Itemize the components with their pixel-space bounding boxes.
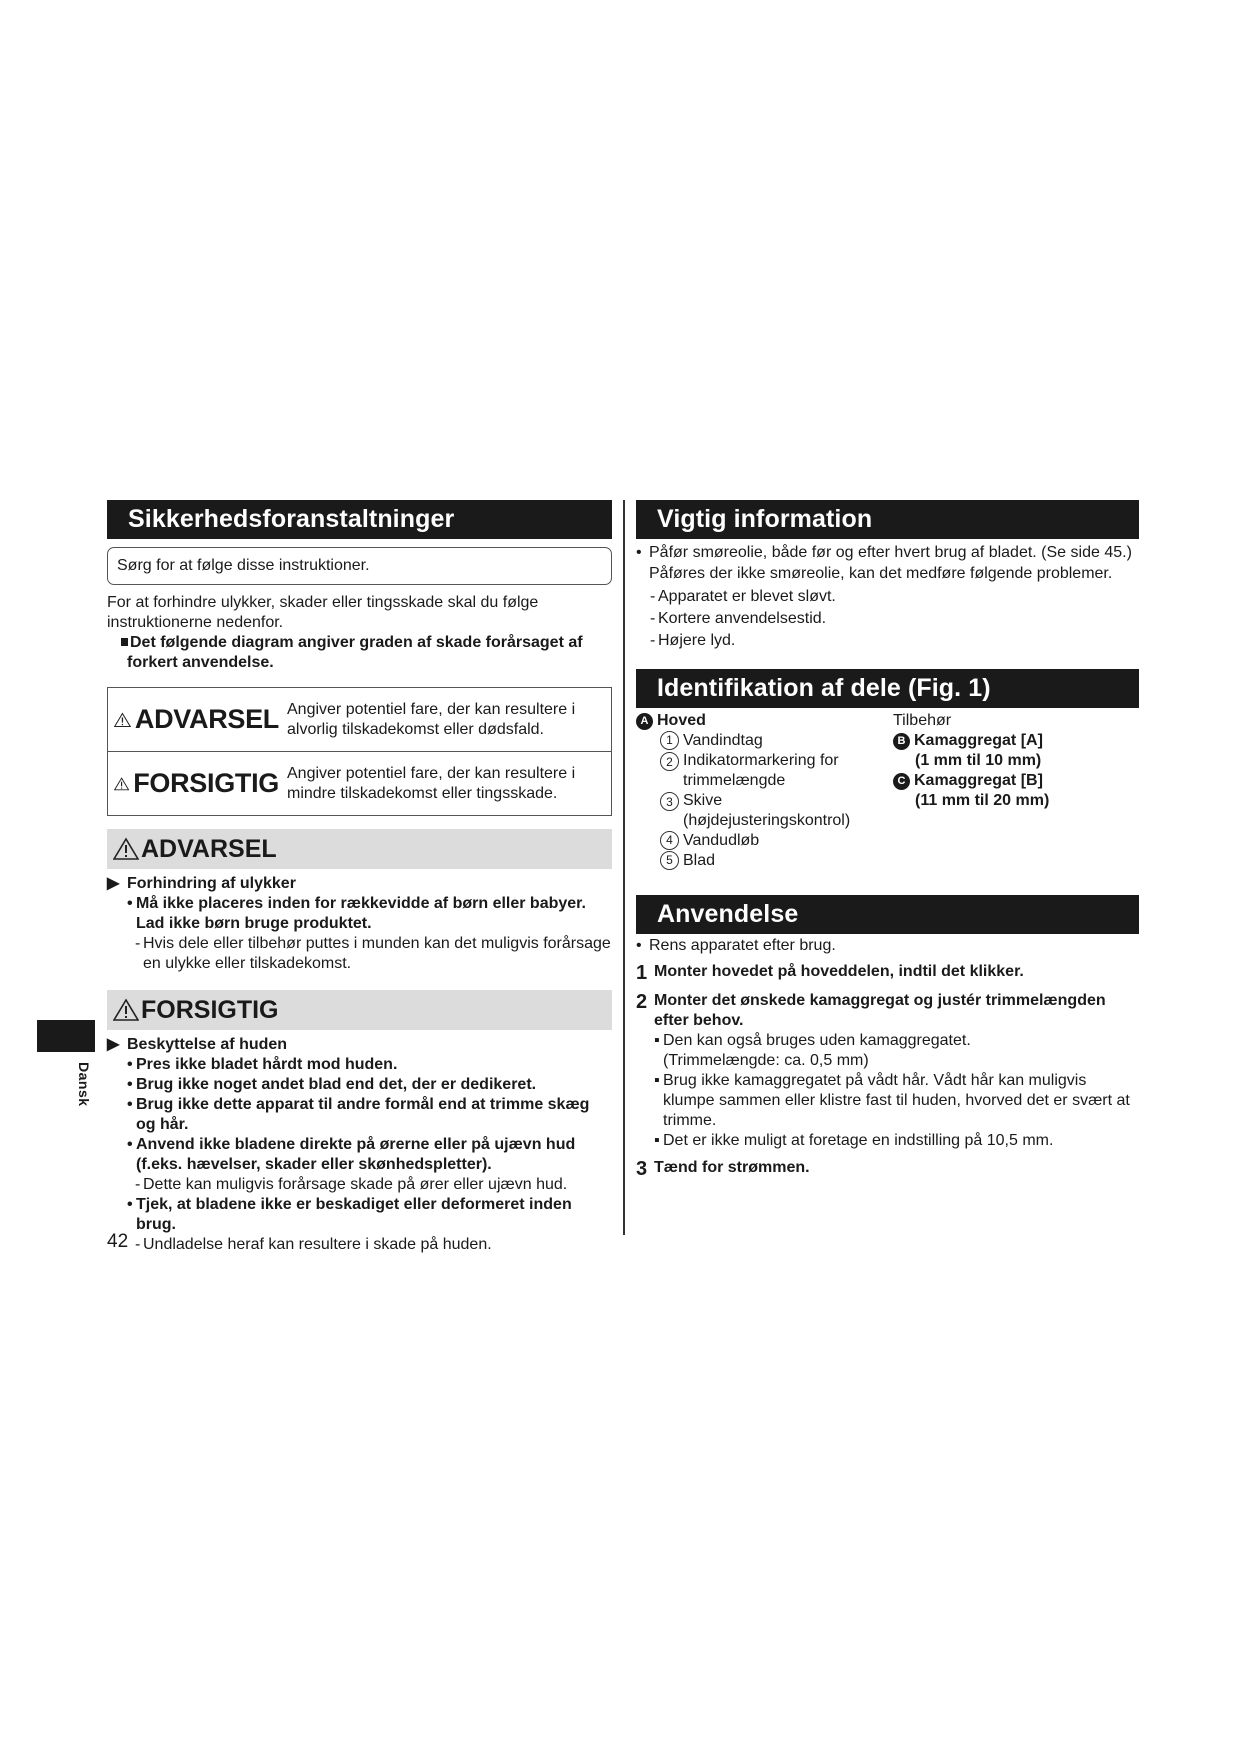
section-header-safety: Sikkerhedsforanstaltninger bbox=[107, 500, 612, 539]
step-2-note: ▪ Den kan også bruges uden kamaggregatet. (Trimmelængde: ca. 0,5 mm) bbox=[654, 1032, 971, 1069]
diagram-note: Det følgende diagram angiver graden af skade forårsaget af forkert anvendelse. bbox=[107, 633, 612, 673]
parts-list bbox=[636, 711, 1139, 871]
warning-triangle-icon bbox=[114, 708, 131, 732]
arrow-right-icon: ▶ bbox=[107, 875, 120, 892]
forsigtig-dash: - Undladelse heraf kan resultere i skade på huden. bbox=[135, 1236, 492, 1253]
symbol-row-forsigtig bbox=[108, 751, 611, 815]
forsigtig-bullet: • Tjek, at bladene ikke er beskadiget eller deformeret inden brug. bbox=[127, 1196, 572, 1233]
left-column bbox=[107, 500, 612, 1255]
section-header-anvendelse: Anvendelse bbox=[636, 895, 1139, 934]
part-item: 2 Indikatormarkering for trimmelængde bbox=[636, 751, 893, 791]
part-main: A Hoved bbox=[636, 711, 893, 731]
square-bullet-icon bbox=[121, 638, 128, 646]
advarsel-dash: - Hvis dele eller tilbehør puttes i munden kan det muligvis forårsage en ulykke eller tilskadekomst. bbox=[135, 935, 611, 972]
symbol-desc-advarsel: Angiver potentiel fare, der kan resultere i alvorlig tilskadekomst eller dødsfald. bbox=[287, 700, 576, 738]
symbol-table bbox=[107, 687, 612, 816]
advarsel-heading: ADVARSEL bbox=[107, 829, 612, 869]
step-2-note: ▪ Det er ikke muligt at foretage en indstilling på 10,5 mm. bbox=[654, 1132, 1054, 1149]
forsigtig-bullet: • Anvend ikke bladene direkte på ørerne eller på ujævn hud (f.eks. hævelser, skader eller skønhedspletter). bbox=[127, 1136, 576, 1173]
part-item: 5 Blad bbox=[636, 851, 893, 871]
accessory-b: B Kamaggregat [A] bbox=[893, 731, 1049, 751]
advarsel-subheading: ▶ Forhindring af ulykker bbox=[107, 875, 296, 892]
accessory-b-range: (1 mm til 10 mm) bbox=[915, 752, 1042, 769]
vigtig-bullet: • Påfør smøreolie, både før og efter hvert brug af bladet. (Se side 45.) bbox=[636, 544, 1132, 561]
forsigtig-heading: FORSIGTIG bbox=[107, 990, 612, 1030]
anvendelse-bullet: • Rens apparatet efter brug. bbox=[636, 937, 836, 954]
part-item: 3 Skive (højdejusteringskontrol) bbox=[636, 791, 893, 831]
intro-text: For at forhindre ulykker, skader eller tingsskade skal du følge instruktionerne nedenfor. bbox=[107, 594, 539, 631]
part-item: 1 Vandindtag bbox=[636, 731, 893, 751]
symbol-label-advarsel: ADVARSEL bbox=[134, 704, 279, 734]
step-3: 3 Tænd for strømmen. bbox=[636, 1158, 810, 1180]
forsigtig-bullet: • Brug ikke noget andet blad end det, der er dedikeret. bbox=[127, 1076, 537, 1093]
step-2-note: ▪ Brug ikke kamaggregatet på vådt hår. Vådt hår kan muligvis klumpe sammen eller klistre fast til huden, hvorved det er svært at trimme. bbox=[654, 1072, 1130, 1129]
language-label: Dansk bbox=[76, 1062, 92, 1107]
step-1: 1 Monter hovedet på hoveddelen, indtil det klikker. bbox=[636, 962, 1024, 984]
vigtig-dash: - Apparatet er blevet sløvt. bbox=[650, 588, 836, 605]
symbol-row-advarsel bbox=[108, 688, 611, 751]
vigtig-dash: - Højere lyd. bbox=[650, 632, 736, 649]
warning-triangle-icon bbox=[113, 837, 139, 861]
vigtig-dash: - Kortere anvendelsestid. bbox=[650, 610, 827, 627]
language-tab bbox=[37, 1020, 95, 1052]
section-header-ident: Identifikation af dele (Fig. 1) bbox=[636, 669, 1139, 708]
step-2: 2 Monter det ønskede kamaggregat og justér trimmelængden efter behov. bbox=[636, 991, 1106, 1029]
right-column bbox=[636, 500, 1139, 1180]
accessory-c-range: (11 mm til 20 mm) bbox=[915, 792, 1050, 809]
symbol-label-forsigtig: FORSIGTIG bbox=[133, 768, 279, 798]
badge-b-icon: B bbox=[893, 733, 910, 750]
caution-triangle-icon bbox=[114, 772, 129, 796]
symbol-desc-forsigtig: Angiver potentiel fare, der kan resultere i mindre tilskadekomst eller tingsskade. bbox=[287, 764, 576, 802]
accessories-label: Tilbehør bbox=[893, 712, 952, 729]
part-item: 4 Vandudløb bbox=[636, 831, 893, 851]
page-number: 42 bbox=[107, 1231, 129, 1252]
section-header-vigtig: Vigtig information bbox=[636, 500, 1139, 539]
intro-box: Sørg for at følge disse instruktioner. bbox=[107, 547, 612, 585]
vigtig-text: Påføres der ikke smøreolie, kan det medføre følgende problemer. bbox=[649, 565, 1113, 582]
badge-c-icon: C bbox=[893, 773, 910, 790]
caution-triangle-icon bbox=[113, 998, 139, 1022]
arrow-right-icon: ▶ bbox=[107, 1036, 120, 1053]
accessory-c: C Kamaggregat [B] bbox=[893, 771, 1049, 791]
forsigtig-dash: - Dette kan muligvis forårsage skade på ører eller ujævn hud. bbox=[135, 1176, 568, 1193]
forsigtig-subheading: ▶ Beskyttelse af huden bbox=[107, 1036, 288, 1053]
forsigtig-bullet: • Brug ikke dette apparat til andre formål end at trimme skæg og hår. bbox=[127, 1096, 590, 1133]
forsigtig-bullet: • Pres ikke bladet hårdt mod huden. bbox=[127, 1056, 398, 1073]
column-divider bbox=[623, 500, 625, 1235]
advarsel-bullet: • Må ikke placeres inden for rækkevidde af børn eller babyer. Lad ikke børn bruge produktet. bbox=[127, 895, 586, 932]
badge-a-icon: A bbox=[636, 713, 653, 730]
